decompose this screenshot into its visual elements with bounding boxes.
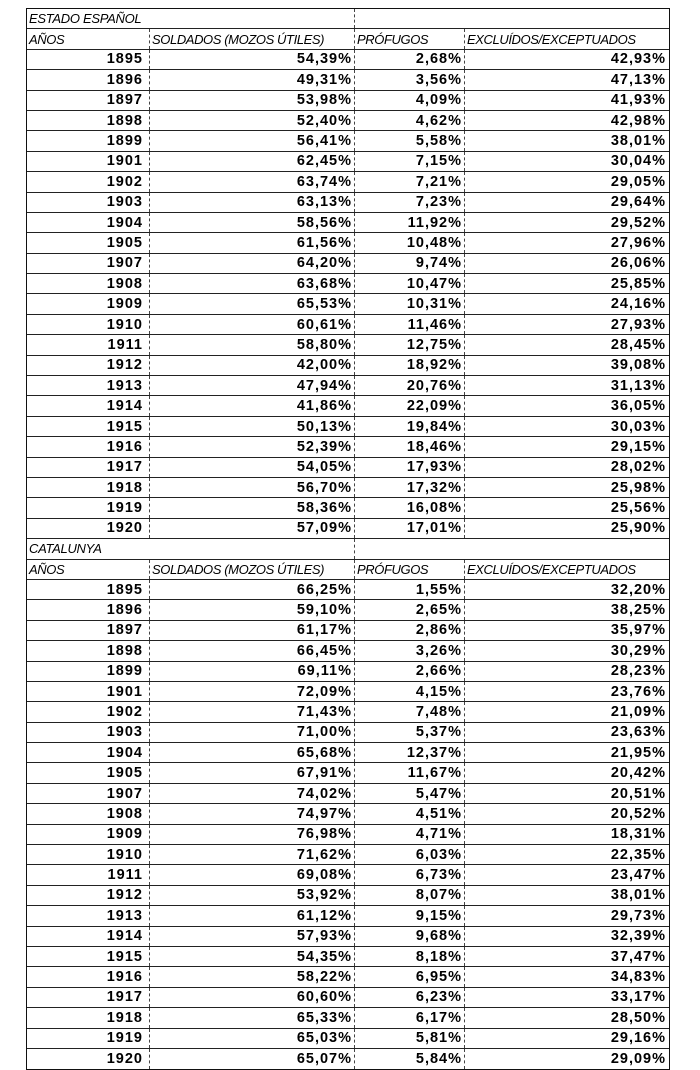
excluded-cell: 29,09% — [610, 1051, 666, 1068]
fugitives-cell: 6,95% — [355, 967, 465, 986]
fugitives-cell: 17,32% — [355, 478, 465, 497]
fugitives-cell: 9,15% — [355, 906, 465, 925]
section-title-spacer — [465, 9, 669, 28]
soldiers-cell: 60,61% — [150, 315, 355, 334]
soldiers-cell: 69,08% — [150, 865, 355, 884]
excluded-cell: 36,05% — [610, 398, 666, 415]
section-title-row — [27, 9, 669, 29]
fugitives-cell: 4,71% — [355, 825, 465, 844]
year-cell: 1916 — [27, 967, 150, 986]
column-header-excluded: EXCLUÍDOS/EXCEPTUADOS — [467, 561, 636, 577]
section-title: CATALUNYA — [27, 539, 355, 558]
table-row — [27, 825, 669, 845]
fugitives-cell: 7,21% — [355, 172, 465, 191]
soldiers-cell: 54,05% — [150, 458, 355, 477]
fugitives-cell: 5,58% — [355, 131, 465, 150]
fugitives-cell: 11,67% — [355, 763, 465, 782]
excluded-cell: 30,29% — [610, 642, 666, 659]
soldiers-cell: 71,43% — [150, 702, 355, 721]
soldiers-cell: 66,25% — [150, 580, 355, 599]
excluded-cell: 23,63% — [610, 724, 666, 741]
year-cell: 1919 — [27, 1029, 150, 1048]
table-row — [27, 927, 669, 947]
year-cell: 1912 — [27, 886, 150, 905]
table-row — [27, 111, 669, 131]
excluded-cell: 32,20% — [610, 581, 666, 598]
year-cell: 1912 — [27, 356, 150, 375]
table-row — [27, 1049, 669, 1069]
table-row — [27, 193, 669, 213]
fugitives-cell: 9,74% — [355, 254, 465, 273]
soldiers-cell: 65,33% — [150, 1008, 355, 1027]
table-row — [27, 600, 669, 620]
section-title-row — [27, 539, 669, 559]
table-row — [27, 437, 669, 457]
excluded-cell: 47,13% — [610, 71, 666, 88]
table-row — [27, 131, 669, 151]
fugitives-cell: 18,92% — [355, 356, 465, 375]
soldiers-cell: 52,40% — [150, 111, 355, 130]
soldiers-cell: 54,39% — [150, 50, 355, 69]
soldiers-cell: 59,10% — [150, 600, 355, 619]
year-cell: 1904 — [27, 743, 150, 762]
year-cell: 1917 — [27, 458, 150, 477]
fugitives-cell: 2,66% — [355, 662, 465, 681]
year-cell: 1895 — [27, 580, 150, 599]
year-cell: 1907 — [27, 254, 150, 273]
fugitives-cell: 8,07% — [355, 886, 465, 905]
table-row — [27, 580, 669, 600]
fugitives-cell: 6,17% — [355, 1008, 465, 1027]
year-cell: 1909 — [27, 294, 150, 313]
excluded-cell: 34,83% — [610, 969, 666, 986]
table-row — [27, 845, 669, 865]
soldiers-cell: 42,00% — [150, 356, 355, 375]
excluded-cell: 21,09% — [610, 703, 666, 720]
soldiers-cell: 63,74% — [150, 172, 355, 191]
soldiers-cell: 74,97% — [150, 804, 355, 823]
year-cell: 1895 — [27, 50, 150, 69]
fugitives-cell: 5,47% — [355, 784, 465, 803]
fugitives-cell: 17,01% — [355, 519, 465, 538]
excluded-cell: 27,93% — [610, 316, 666, 333]
soldiers-cell: 56,41% — [150, 131, 355, 150]
excluded-cell: 25,56% — [610, 500, 666, 517]
soldiers-cell: 64,20% — [150, 254, 355, 273]
excluded-cell: 30,04% — [610, 153, 666, 170]
fugitives-cell: 10,48% — [355, 233, 465, 252]
fugitives-cell: 11,46% — [355, 315, 465, 334]
excluded-cell: 29,05% — [610, 173, 666, 190]
year-cell: 1907 — [27, 784, 150, 803]
year-cell: 1901 — [27, 152, 150, 171]
fugitives-cell: 22,09% — [355, 396, 465, 415]
fugitives-cell: 12,37% — [355, 743, 465, 762]
soldiers-cell: 71,00% — [150, 723, 355, 742]
table-row — [27, 784, 669, 804]
excluded-cell: 33,17% — [610, 989, 666, 1006]
year-cell: 1920 — [27, 1049, 150, 1069]
excluded-cell: 18,31% — [610, 826, 666, 843]
soldiers-cell: 65,68% — [150, 743, 355, 762]
excluded-cell: 29,16% — [610, 1030, 666, 1047]
soldiers-cell: 65,07% — [150, 1049, 355, 1069]
table-row — [27, 376, 669, 396]
excluded-cell: 42,98% — [610, 112, 666, 129]
column-header-year: AÑOS — [27, 560, 150, 579]
excluded-cell: 20,51% — [610, 785, 666, 802]
column-header-fugitives: PRÓFUGOS — [355, 29, 465, 48]
table-row — [27, 213, 669, 233]
table-row — [27, 1029, 669, 1049]
soldiers-cell: 47,94% — [150, 376, 355, 395]
table-row — [27, 315, 669, 335]
fugitives-cell: 5,81% — [355, 1029, 465, 1048]
year-cell: 1913 — [27, 376, 150, 395]
year-cell: 1905 — [27, 233, 150, 252]
year-cell: 1909 — [27, 825, 150, 844]
excluded-cell: 41,93% — [610, 92, 666, 109]
year-cell: 1908 — [27, 804, 150, 823]
fugitives-cell: 10,47% — [355, 274, 465, 293]
year-cell: 1908 — [27, 274, 150, 293]
soldiers-cell: 54,35% — [150, 947, 355, 966]
fugitives-cell: 7,48% — [355, 702, 465, 721]
year-cell: 1904 — [27, 213, 150, 232]
soldiers-cell: 67,91% — [150, 763, 355, 782]
year-cell: 1915 — [27, 417, 150, 436]
excluded-cell: 26,06% — [610, 255, 666, 272]
soldiers-cell: 53,98% — [150, 91, 355, 110]
excluded-cell: 28,50% — [610, 1009, 666, 1026]
fugitives-cell: 3,56% — [355, 70, 465, 89]
fugitives-cell: 4,09% — [355, 91, 465, 110]
excluded-cell: 24,16% — [610, 296, 666, 313]
fugitives-cell: 12,75% — [355, 335, 465, 354]
excluded-cell: 38,01% — [610, 887, 666, 904]
fugitives-cell: 3,26% — [355, 641, 465, 660]
excluded-cell: 25,98% — [610, 479, 666, 496]
table-row — [27, 723, 669, 743]
soldiers-cell: 65,03% — [150, 1029, 355, 1048]
soldiers-cell: 63,68% — [150, 274, 355, 293]
column-header-excluded: EXCLUÍDOS/EXCEPTUADOS — [467, 31, 636, 47]
fugitives-cell: 11,92% — [355, 213, 465, 232]
year-cell: 1919 — [27, 498, 150, 517]
table-row — [27, 886, 669, 906]
fugitives-cell: 2,65% — [355, 600, 465, 619]
column-header-soldiers: SOLDADOS (MOZOS ÚTILES) — [150, 29, 355, 48]
excluded-cell: 21,95% — [610, 744, 666, 761]
year-cell: 1911 — [27, 865, 150, 884]
year-cell: 1902 — [27, 702, 150, 721]
fugitives-cell: 5,84% — [355, 1049, 465, 1069]
year-cell: 1918 — [27, 478, 150, 497]
table-row — [27, 947, 669, 967]
statistics-table — [26, 8, 670, 1070]
excluded-cell: 25,90% — [610, 520, 666, 537]
soldiers-cell: 58,36% — [150, 498, 355, 517]
fugitives-cell: 17,93% — [355, 458, 465, 477]
soldiers-cell: 76,98% — [150, 825, 355, 844]
table-row — [27, 662, 669, 682]
excluded-cell: 27,96% — [610, 234, 666, 251]
table-row — [27, 906, 669, 926]
table-row — [27, 70, 669, 90]
soldiers-cell: 60,60% — [150, 988, 355, 1007]
excluded-cell: 28,23% — [610, 663, 666, 680]
table-row — [27, 967, 669, 987]
soldiers-cell: 49,31% — [150, 70, 355, 89]
fugitives-cell: 16,08% — [355, 498, 465, 517]
year-cell: 1896 — [27, 70, 150, 89]
fugitives-cell: 6,03% — [355, 845, 465, 864]
soldiers-cell: 62,45% — [150, 152, 355, 171]
year-cell: 1898 — [27, 641, 150, 660]
fugitives-cell: 8,18% — [355, 947, 465, 966]
soldiers-cell: 52,39% — [150, 437, 355, 456]
section-title-spacer — [465, 539, 669, 558]
table-row — [27, 702, 669, 722]
table-row — [27, 50, 669, 70]
excluded-cell: 38,25% — [610, 602, 666, 619]
soldiers-cell: 72,09% — [150, 682, 355, 701]
fugitives-cell: 10,31% — [355, 294, 465, 313]
excluded-cell: 28,02% — [610, 459, 666, 476]
soldiers-cell: 74,02% — [150, 784, 355, 803]
excluded-cell: 25,85% — [610, 275, 666, 292]
excluded-cell: 22,35% — [610, 846, 666, 863]
year-cell: 1896 — [27, 600, 150, 619]
table-row — [27, 274, 669, 294]
table-row — [27, 152, 669, 172]
soldiers-cell: 53,92% — [150, 886, 355, 905]
fugitives-cell: 1,55% — [355, 580, 465, 599]
fugitives-cell: 6,23% — [355, 988, 465, 1007]
excluded-cell: 29,64% — [610, 194, 666, 211]
year-cell: 1910 — [27, 845, 150, 864]
column-header-fugitives: PRÓFUGOS — [355, 560, 465, 579]
year-cell: 1916 — [27, 437, 150, 456]
year-cell: 1899 — [27, 131, 150, 150]
table-row — [27, 1008, 669, 1028]
excluded-cell: 37,47% — [610, 948, 666, 965]
fugitives-cell: 19,84% — [355, 417, 465, 436]
year-cell: 1914 — [27, 396, 150, 415]
fugitives-cell: 5,37% — [355, 723, 465, 742]
table-row — [27, 763, 669, 783]
year-cell: 1917 — [27, 988, 150, 1007]
table-row — [27, 233, 669, 253]
soldiers-cell: 41,86% — [150, 396, 355, 415]
soldiers-cell: 69,11% — [150, 662, 355, 681]
section-title-spacer — [355, 9, 465, 28]
excluded-cell: 23,76% — [610, 683, 666, 700]
table-row — [27, 458, 669, 478]
soldiers-cell: 65,53% — [150, 294, 355, 313]
soldiers-cell: 61,56% — [150, 233, 355, 252]
excluded-cell: 30,03% — [610, 418, 666, 435]
year-cell: 1899 — [27, 662, 150, 681]
year-cell: 1905 — [27, 763, 150, 782]
fugitives-cell: 4,62% — [355, 111, 465, 130]
table-row — [27, 519, 669, 539]
table-row — [27, 172, 669, 192]
excluded-cell: 39,08% — [610, 357, 666, 374]
excluded-cell: 42,93% — [610, 51, 666, 68]
excluded-cell: 29,52% — [610, 214, 666, 231]
soldiers-cell: 71,62% — [150, 845, 355, 864]
excluded-cell: 32,39% — [610, 928, 666, 945]
year-cell: 1918 — [27, 1008, 150, 1027]
table-row — [27, 254, 669, 274]
soldiers-cell: 58,22% — [150, 967, 355, 986]
excluded-cell: 28,45% — [610, 336, 666, 353]
table-row — [27, 294, 669, 314]
year-cell: 1914 — [27, 927, 150, 946]
soldiers-cell: 63,13% — [150, 193, 355, 212]
fugitives-cell: 4,15% — [355, 682, 465, 701]
year-cell: 1903 — [27, 723, 150, 742]
soldiers-cell: 56,70% — [150, 478, 355, 497]
fugitives-cell: 7,15% — [355, 152, 465, 171]
soldiers-cell: 61,17% — [150, 621, 355, 640]
column-header-soldiers: SOLDADOS (MOZOS ÚTILES) — [150, 560, 355, 579]
header-row — [27, 29, 669, 49]
fugitives-cell: 2,86% — [355, 621, 465, 640]
fugitives-cell: 20,76% — [355, 376, 465, 395]
year-cell: 1902 — [27, 172, 150, 191]
header-row — [27, 560, 669, 580]
year-cell: 1897 — [27, 621, 150, 640]
table-row — [27, 988, 669, 1008]
excluded-cell: 29,73% — [610, 907, 666, 924]
table-row — [27, 865, 669, 885]
excluded-cell: 23,47% — [610, 867, 666, 884]
column-header-year: AÑOS — [27, 29, 150, 48]
excluded-cell: 35,97% — [610, 622, 666, 639]
excluded-cell: 29,15% — [610, 438, 666, 455]
table-row — [27, 478, 669, 498]
fugitives-cell: 7,23% — [355, 193, 465, 212]
table-row — [27, 91, 669, 111]
table-row — [27, 621, 669, 641]
table-row — [27, 498, 669, 518]
soldiers-cell: 61,12% — [150, 906, 355, 925]
excluded-cell: 38,01% — [610, 133, 666, 150]
fugitives-cell: 4,51% — [355, 804, 465, 823]
table-row — [27, 356, 669, 376]
table-row — [27, 743, 669, 763]
section-title: ESTADO ESPAÑOL — [27, 9, 355, 28]
soldiers-cell: 58,80% — [150, 335, 355, 354]
soldiers-cell: 50,13% — [150, 417, 355, 436]
section-title-spacer — [355, 539, 465, 558]
year-cell: 1913 — [27, 906, 150, 925]
table-row — [27, 641, 669, 661]
soldiers-cell: 58,56% — [150, 213, 355, 232]
fugitives-cell: 9,68% — [355, 927, 465, 946]
year-cell: 1897 — [27, 91, 150, 110]
year-cell: 1911 — [27, 335, 150, 354]
year-cell: 1901 — [27, 682, 150, 701]
table-row — [27, 396, 669, 416]
fugitives-cell: 18,46% — [355, 437, 465, 456]
year-cell: 1915 — [27, 947, 150, 966]
year-cell: 1898 — [27, 111, 150, 130]
table-row — [27, 335, 669, 355]
excluded-cell: 20,52% — [610, 805, 666, 822]
fugitives-cell: 6,73% — [355, 865, 465, 884]
year-cell: 1903 — [27, 193, 150, 212]
soldiers-cell: 57,09% — [150, 519, 355, 538]
fugitives-cell: 2,68% — [355, 50, 465, 69]
excluded-cell: 20,42% — [610, 765, 666, 782]
excluded-cell: 31,13% — [610, 377, 666, 394]
soldiers-cell: 57,93% — [150, 927, 355, 946]
soldiers-cell: 66,45% — [150, 641, 355, 660]
table-row — [27, 804, 669, 824]
year-cell: 1920 — [27, 519, 150, 538]
table-row — [27, 417, 669, 437]
year-cell: 1910 — [27, 315, 150, 334]
table-row — [27, 682, 669, 702]
